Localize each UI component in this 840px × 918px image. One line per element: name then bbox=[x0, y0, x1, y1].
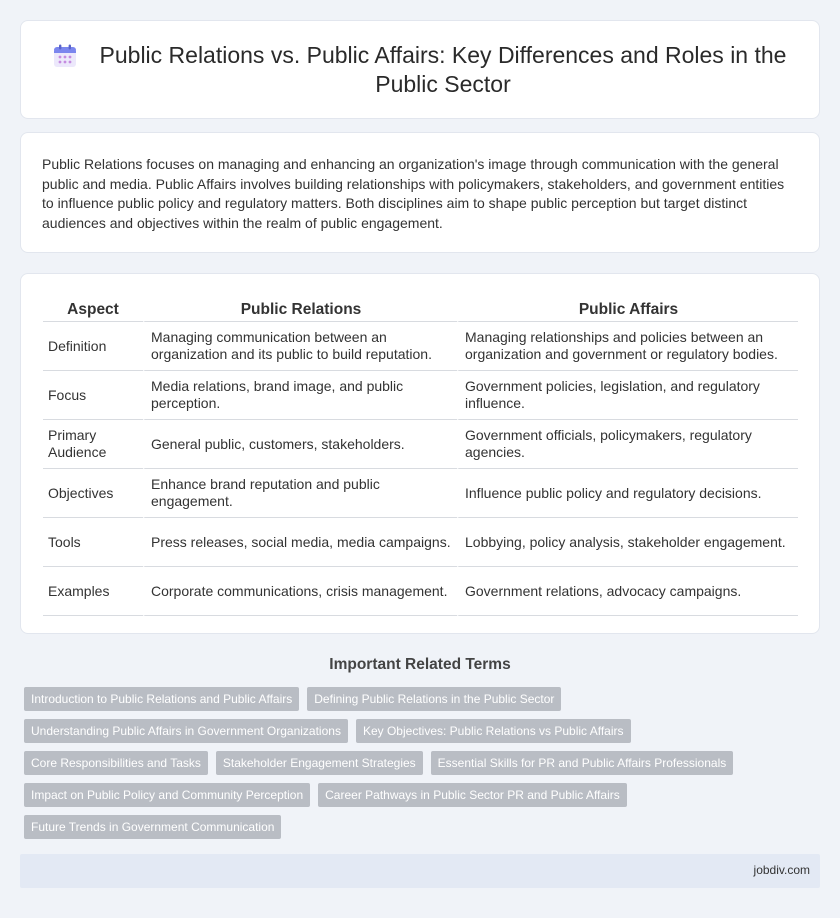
table-row bbox=[43, 518, 798, 567]
tag-row bbox=[24, 719, 824, 743]
row-aspect: Examples bbox=[43, 567, 143, 616]
header-public-affairs: Public Affairs bbox=[457, 294, 798, 322]
table-header-row bbox=[43, 294, 798, 322]
comparison-table-card bbox=[20, 273, 820, 634]
row-aspect: Primary Audience bbox=[43, 420, 143, 469]
row-public-affairs: Influence public policy and regulatory decisions. bbox=[457, 469, 798, 518]
table-row bbox=[43, 420, 798, 469]
related-term-link[interactable]: Key Objectives: Public Relations vs Public Affairs bbox=[356, 719, 631, 743]
tag-row bbox=[24, 783, 824, 807]
intro-paragraph: Public Relations focuses on managing and enhancing an organization's image through communication with the general public and media. Public Affairs involves building relationships with policymakers, stakeholders, and government entities to influence public policy and regulatory matters. Both disciplines aim to shape public perception but target distinct audiences and objectives within the realm of public engagement. bbox=[42, 156, 785, 231]
row-public-affairs: Government officials, policymakers, regulatory agencies. bbox=[457, 420, 798, 469]
related-term-link[interactable]: Introduction to Public Relations and Public Affairs bbox=[24, 687, 299, 711]
table-row bbox=[43, 469, 798, 518]
header-card bbox=[20, 20, 820, 119]
related-term-link[interactable]: Core Responsibilities and Tasks bbox=[24, 751, 208, 775]
table-row bbox=[43, 371, 798, 420]
related-term-link[interactable]: Impact on Public Policy and Community Perception bbox=[24, 783, 310, 807]
tag-row bbox=[24, 687, 824, 711]
row-aspect: Tools bbox=[43, 518, 143, 567]
header-public-relations: Public Relations bbox=[143, 294, 457, 322]
related-term-link[interactable]: Future Trends in Government Communication bbox=[24, 815, 281, 839]
row-public-relations: Enhance brand reputation and public engagement. bbox=[143, 469, 457, 518]
tag-row bbox=[24, 815, 824, 839]
row-public-affairs: Government relations, advocacy campaigns. bbox=[457, 567, 798, 616]
table-row bbox=[43, 322, 798, 371]
intro-card bbox=[20, 132, 820, 253]
related-terms-title: Important Related Terms bbox=[329, 656, 511, 673]
header-aspect: Aspect bbox=[43, 294, 143, 322]
calendar-icon bbox=[52, 43, 78, 69]
table-row bbox=[43, 567, 798, 616]
related-term-link[interactable]: Understanding Public Affairs in Government Organizations bbox=[24, 719, 348, 743]
related-terms-list bbox=[24, 687, 824, 847]
related-term-link[interactable]: Stakeholder Engagement Strategies bbox=[216, 751, 423, 775]
footer-site[interactable]: jobdiv.com bbox=[753, 863, 810, 877]
page-title: Public Relations vs. Public Affairs: Key Differences and Roles in the Public Sector bbox=[99, 41, 787, 97]
related-term-link[interactable]: Essential Skills for PR and Public Affairs Professionals bbox=[431, 751, 734, 775]
row-public-affairs: Managing relationships and policies between an organization and government or regulatory bodies. bbox=[457, 322, 798, 371]
title-wrap bbox=[21, 21, 819, 118]
row-aspect: Focus bbox=[43, 371, 143, 420]
comparison-table bbox=[43, 294, 798, 616]
row-aspect: Objectives bbox=[43, 469, 143, 518]
row-public-relations: Press releases, social media, media campaigns. bbox=[143, 518, 457, 567]
row-public-affairs: Lobbying, policy analysis, stakeholder engagement. bbox=[457, 518, 798, 567]
row-aspect: Definition bbox=[43, 322, 143, 371]
related-term-link[interactable]: Career Pathways in Public Sector PR and Public Affairs bbox=[318, 783, 627, 807]
row-public-relations: Managing communication between an organization and its public to build reputation. bbox=[143, 322, 457, 371]
row-public-relations: General public, customers, stakeholders. bbox=[143, 420, 457, 469]
row-public-relations: Media relations, brand image, and public perception. bbox=[143, 371, 457, 420]
row-public-affairs: Government policies, legislation, and regulatory influence. bbox=[457, 371, 798, 420]
tag-row bbox=[24, 751, 824, 775]
row-public-relations: Corporate communications, crisis management. bbox=[143, 567, 457, 616]
related-term-link[interactable]: Defining Public Relations in the Public Sector bbox=[307, 687, 561, 711]
footer bbox=[20, 854, 820, 888]
